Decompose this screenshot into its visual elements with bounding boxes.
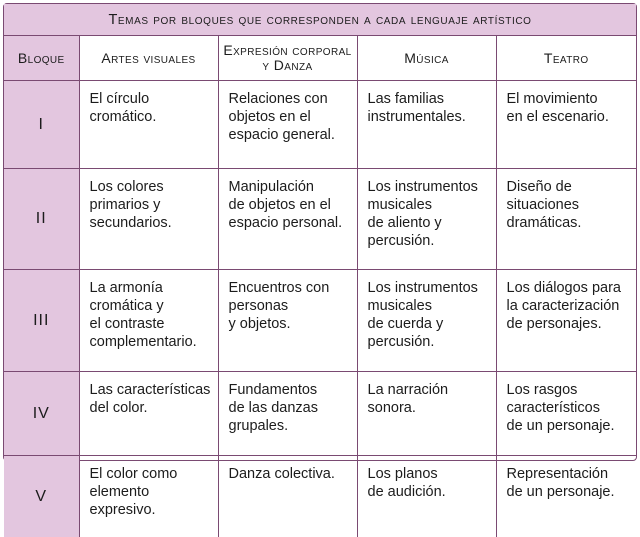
cell-text-line: Los rasgos <box>507 381 631 399</box>
cell-text-line: elemento <box>90 483 212 501</box>
cell-text-line: secundarios. <box>90 214 212 232</box>
cell-musica <box>357 372 496 456</box>
cell-text-line: de cuerda y <box>368 315 490 333</box>
header-expresion-corporal <box>218 36 357 81</box>
cell-text-line: La narración <box>368 381 490 399</box>
cell-text-line: musicales <box>368 196 490 214</box>
cell-teatro <box>496 169 636 270</box>
cell-musica <box>357 456 496 537</box>
cell-text-line: Encuentros con <box>229 279 351 297</box>
header-bloque: Bloque <box>4 36 79 81</box>
cell-text-line: de personajes. <box>507 315 631 333</box>
cell-text-line: Relaciones con <box>229 90 351 108</box>
header-row <box>4 36 636 81</box>
cell-text-line: característicos <box>507 399 631 417</box>
table-title: Temas por bloques que corresponden a cada lenguaje artístico <box>4 4 636 36</box>
cell-text-line: El color como <box>90 465 212 483</box>
table-row <box>4 372 636 456</box>
cell-text-line: Los colores <box>90 178 212 196</box>
header-artes-visuales: Artes visuales <box>79 36 218 81</box>
cell-text-line: grupales. <box>229 417 351 435</box>
cell-text-line: espacio general. <box>229 126 351 144</box>
cell-text-line: personas <box>229 297 351 315</box>
cell-expresion <box>218 372 357 456</box>
cell-text-line: El movimiento <box>507 90 631 108</box>
cell-text-line: Fundamentos <box>229 381 351 399</box>
cell-artes <box>79 456 218 537</box>
cell-artes <box>79 372 218 456</box>
cell-teatro <box>496 270 636 372</box>
cell-musica <box>357 81 496 169</box>
cell-text-line: complementario. <box>90 333 212 351</box>
cell-text-line: y objetos. <box>229 315 351 333</box>
cell-text-line: cromática y <box>90 297 212 315</box>
cell-text-line: El círculo <box>90 90 212 108</box>
cell-text-line: de un personaje. <box>507 483 631 501</box>
table-row <box>4 81 636 169</box>
cell-text-line: cromático. <box>90 108 212 126</box>
cell-artes <box>79 270 218 372</box>
table-row <box>4 169 636 270</box>
table-row <box>4 456 636 537</box>
cell-text-line: Danza colectiva. <box>229 465 351 483</box>
cell-text-line: Los diálogos para <box>507 279 631 297</box>
cell-text-line: de un personaje. <box>507 417 631 435</box>
cell-text-line: percusión. <box>368 333 490 351</box>
cell-text-line: percusión. <box>368 232 490 250</box>
cell-teatro <box>496 456 636 537</box>
cell-artes <box>79 81 218 169</box>
cell-musica <box>357 270 496 372</box>
cell-text-line: Los planos <box>368 465 490 483</box>
cell-text-line: de las danzas <box>229 399 351 417</box>
cell-text-line: Las características <box>90 381 212 399</box>
bloque-number: I <box>4 81 79 169</box>
bloque-number: IV <box>4 372 79 456</box>
table-row <box>4 270 636 372</box>
cell-text-line: de objetos en el <box>229 196 351 214</box>
cell-expresion <box>218 456 357 537</box>
cell-text-line: Los instrumentos <box>368 279 490 297</box>
cell-text-line: Los instrumentos <box>368 178 490 196</box>
bloque-number: III <box>4 270 79 372</box>
header-teatro: Teatro <box>496 36 636 81</box>
cell-text-line: el contraste <box>90 315 212 333</box>
header-expresion-line-2: y Danza <box>219 58 357 73</box>
themes-table-frame <box>3 3 637 461</box>
cell-text-line: expresivo. <box>90 501 212 519</box>
cell-text-line: espacio personal. <box>229 214 351 232</box>
cell-text-line: la caracterización <box>507 297 631 315</box>
bloque-number: V <box>4 456 79 537</box>
cell-musica <box>357 169 496 270</box>
cell-text-line: objetos en el <box>229 108 351 126</box>
cell-text-line: de audición. <box>368 483 490 501</box>
cell-expresion <box>218 270 357 372</box>
cell-text-line: del color. <box>90 399 212 417</box>
bloque-number: II <box>4 169 79 270</box>
cell-text-line: musicales <box>368 297 490 315</box>
cell-text-line: de aliento y <box>368 214 490 232</box>
cell-text-line: sonora. <box>368 399 490 417</box>
cell-text-line: La armonía <box>90 279 212 297</box>
cell-text-line: instrumentales. <box>368 108 490 126</box>
themes-table <box>4 36 636 537</box>
cell-expresion <box>218 81 357 169</box>
cell-text-line: Las familias <box>368 90 490 108</box>
cell-text-line: en el escenario. <box>507 108 631 126</box>
cell-text-line: primarios y <box>90 196 212 214</box>
cell-teatro <box>496 372 636 456</box>
cell-text-line: Manipulación <box>229 178 351 196</box>
cell-text-line: situaciones <box>507 196 631 214</box>
cell-text-line: Diseño de <box>507 178 631 196</box>
cell-text-line: dramáticas. <box>507 214 631 232</box>
table-body <box>4 81 636 537</box>
cell-teatro <box>496 81 636 169</box>
cell-text-line: Representación <box>507 465 631 483</box>
cell-expresion <box>218 169 357 270</box>
cell-artes <box>79 169 218 270</box>
header-musica: Música <box>357 36 496 81</box>
header-expresion-line-1: Expresión corporal <box>219 43 357 58</box>
